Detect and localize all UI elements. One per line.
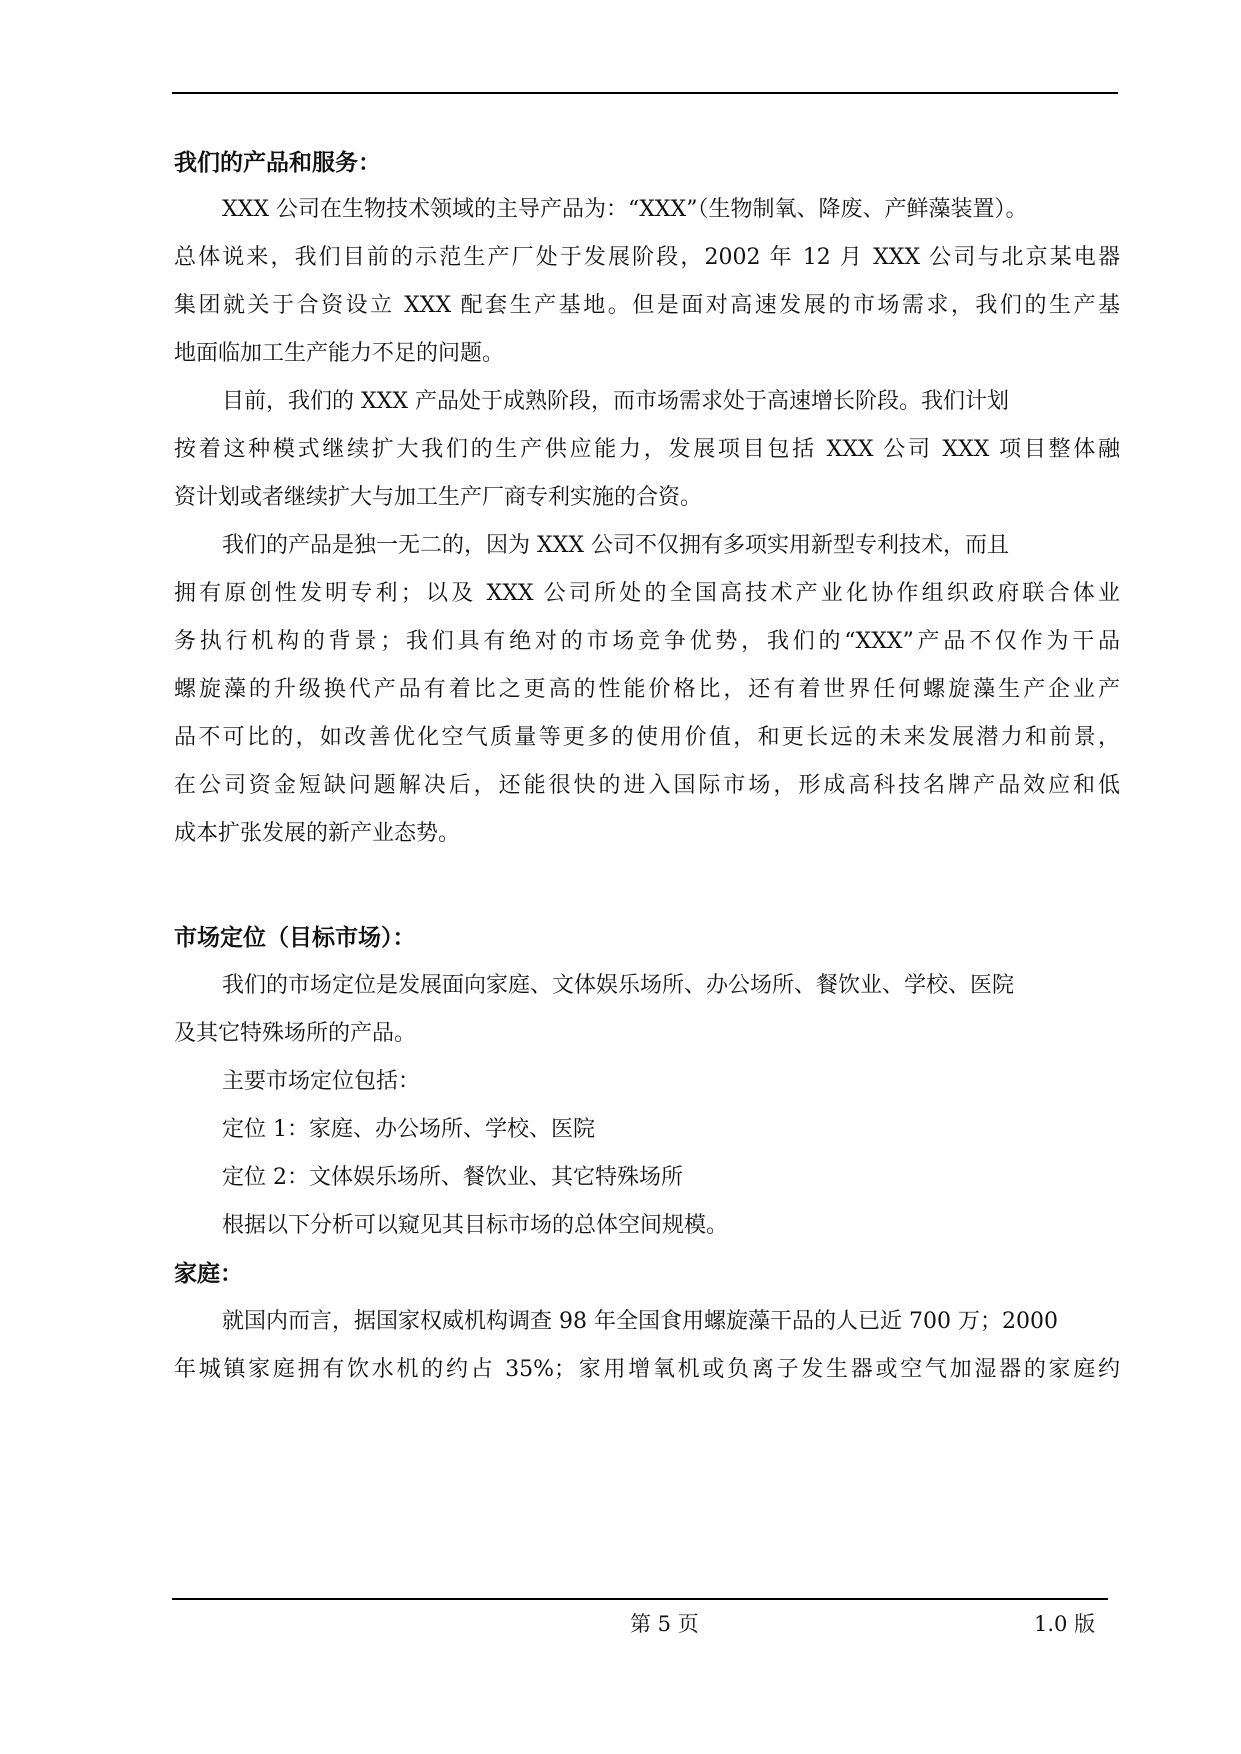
list-item: 定位 2：文体娱乐场所、餐饮业、其它特殊场所 [222,1165,683,1190]
paragraph-line: 目前，我们的 XXX 产品处于成熟阶段，而市场需求处于高速增长阶段。我们计划 [222,389,1009,414]
paragraph-line: 年城镇家庭拥有饮水机的约占 35%；家用增氧机或负离子发生器或空气加湿器的家庭约 [174,1357,1120,1382]
paragraph-line: 总体说来，我们目前的示范生产厂处于发展阶段，2002 年 12 月 XXX 公司与北京某电器 [174,245,1120,270]
paragraph-line: 务执行机构的背景；我们具有绝对的市场竞争优势，我们的“XXX”产品不仅作为干品 [174,629,1120,654]
paragraph-line: 螺旋藻的升级换代产品有着比之更高的性能价格比，还有着世界任何螺旋藻生产企业产 [174,677,1120,702]
paragraph-line: 及其它特殊场所的产品。 [174,1021,417,1046]
paragraph-line: 在公司资金短缺问题解决后，还能很快的进入国际市场，形成高科技名牌产品效应和低 [174,773,1120,798]
section-heading-household: 家庭： [174,1261,243,1287]
paragraph-line: 按着这种模式继续扩大我们的生产供应能力，发展项目包括 XXX 公司 XXX 项目整体融 [174,437,1120,462]
header-rule [172,92,1118,94]
paragraph-line: 我们的市场定位是发展面向家庭、文体娱乐场所、办公场所、餐饮业、学校、医院 [222,973,1015,998]
paragraph-line: 拥有原创性发明专利；以及 XXX 公司所处的全国高技术产业化协作组织政府联合体业 [174,581,1120,606]
paragraph-line: 资计划或者继续扩大与加工生产厂商专利实施的合资。 [174,485,703,510]
footer-rule [172,1598,1108,1600]
list-item: 定位 1：家庭、办公场所、学校、医院 [222,1117,595,1142]
paragraph-line: 品不可比的，如改善优化空气质量等更多的使用价值，和更长远的未来发展潜力和前景， [174,725,1120,750]
paragraph-line: 地面临加工生产能力不足的问题。 [174,341,505,366]
version-label: 1.0 版 [1034,1612,1096,1636]
paragraph-line: XXX 公司在生物技术领域的主导产品为：“XXX”（生物制氧、降废、产鲜藻装置）。 [222,197,1028,222]
section-heading-products: 我们的产品和服务： [174,150,381,176]
section-heading-market-positioning: 市场定位（目标市场）： [174,925,416,951]
paragraph-line: 就国内而言，据国家权威机构调查 98 年全国食用螺旋藻干品的人已近 700 万；2000 [222,1309,1058,1334]
paragraph-line: 我们的产品是独一无二的，因为 XXX 公司不仅拥有多项实用新型专利技术，而且 [222,533,1009,558]
paragraph-line: 主要市场定位包括： [222,1069,421,1094]
paragraph-line: 集团就关于合资设立 XXX 配套生产基地。但是面对高速发展的市场需求，我们的生产基 [174,293,1120,318]
paragraph-line: 成本扩张发展的新产业态势。 [174,821,461,846]
paragraph-line: 根据以下分析可以窥见其目标市场的总体空间规模。 [222,1213,729,1238]
page-number: 第 5 页 [630,1612,699,1636]
